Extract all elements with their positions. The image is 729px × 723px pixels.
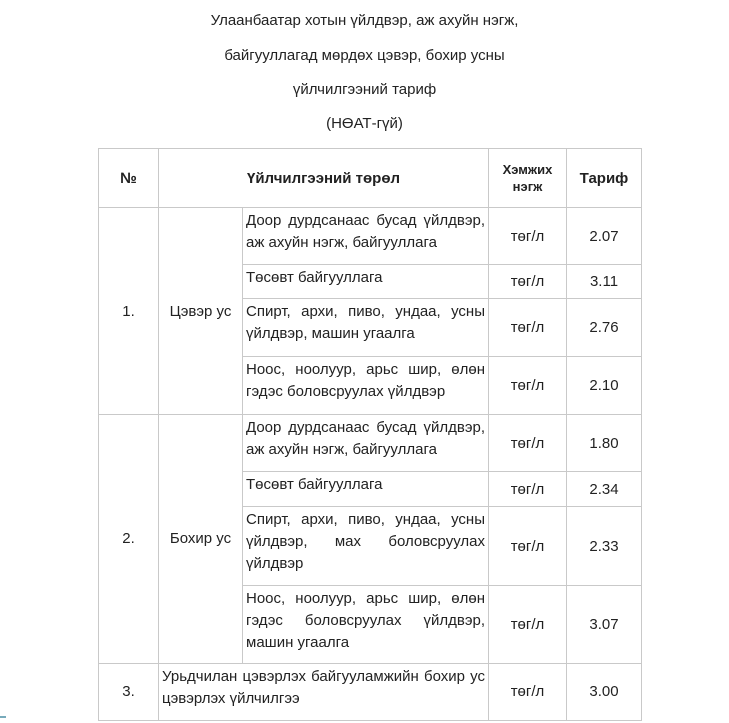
- tariff-table: [98, 148, 642, 721]
- group-number: 1.: [99, 208, 159, 415]
- group-name: Цэвэр ус: [159, 208, 243, 415]
- row-unit: төг/л: [489, 298, 567, 356]
- row-description: Төсөвт байгууллага: [243, 265, 489, 299]
- group-number: 2.: [99, 415, 159, 664]
- header-unit: Хэмжих нэгж: [489, 149, 567, 208]
- edge-marker: [0, 716, 6, 718]
- title-line-2: байгууллагад мөрдөх цэвэр, бохир усны: [224, 47, 505, 64]
- row-tariff: 2.34: [567, 472, 642, 507]
- title-line-3: үйлчилгээний тариф: [292, 81, 437, 98]
- row-unit: төг/л: [489, 208, 567, 265]
- table-row: [99, 415, 642, 472]
- header-no: №: [99, 149, 159, 208]
- group-name: Бохир ус: [159, 415, 243, 664]
- row-description: Урьдчилан цэвэрлэх байгууламжийн бохир ус цэвэрлэх үйлчилгээ: [159, 663, 489, 720]
- title-vat-note: (НӨАТ-гүй): [326, 115, 403, 132]
- row-tariff: 2.33: [567, 506, 642, 586]
- row-unit: төг/л: [489, 506, 567, 586]
- row-description: Ноос, ноолуур, арьс шир, өлөн гэдэс боловсруулах үйлдвэр: [243, 356, 489, 414]
- header-service-type: Үйлчилгээний төрөл: [159, 149, 489, 208]
- table-row: [99, 208, 642, 265]
- header-tariff: Тариф: [567, 149, 642, 208]
- row-unit: төг/л: [489, 415, 567, 472]
- row-unit: төг/л: [489, 472, 567, 507]
- row-description: Спирт, архи, пиво, ундаа, усны үйлдвэр, мах боловсруулах үйлдвэр: [243, 506, 489, 586]
- row-description: Доор дурдсанаас бусад үйлдвэр, аж ахуйн нэгж, байгууллага: [243, 415, 489, 472]
- group-number: 3.: [99, 663, 159, 720]
- row-description: Спирт, архи, пиво, ундаа, усны үйлдвэр, машин угаалга: [243, 298, 489, 356]
- row-description: Доор дурдсанаас бусад үйлдвэр, аж ахуйн нэгж, байгууллага: [243, 208, 489, 265]
- row-tariff: 2.10: [567, 356, 642, 414]
- row-unit: төг/л: [489, 586, 567, 663]
- row-tariff: 2.07: [567, 208, 642, 265]
- table-row: [99, 663, 642, 720]
- table-header-row: [99, 149, 642, 208]
- row-unit: төг/л: [489, 265, 567, 299]
- row-description: Ноос, ноолуур, арьс шир, өлөн гэдэс боловсруулах үйлдвэр, машин угаалга: [243, 586, 489, 663]
- row-unit: төг/л: [489, 356, 567, 414]
- row-unit: төг/л: [489, 663, 567, 720]
- row-description: Төсөвт байгууллага: [243, 472, 489, 507]
- title-line-1: Улаанбаатар хотын үйлдвэр, аж ахуйн нэгж,: [210, 12, 519, 29]
- row-tariff: 2.76: [567, 298, 642, 356]
- row-tariff: 3.07: [567, 586, 642, 663]
- row-tariff: 1.80: [567, 415, 642, 472]
- row-tariff: 3.00: [567, 663, 642, 720]
- row-tariff: 3.11: [567, 265, 642, 299]
